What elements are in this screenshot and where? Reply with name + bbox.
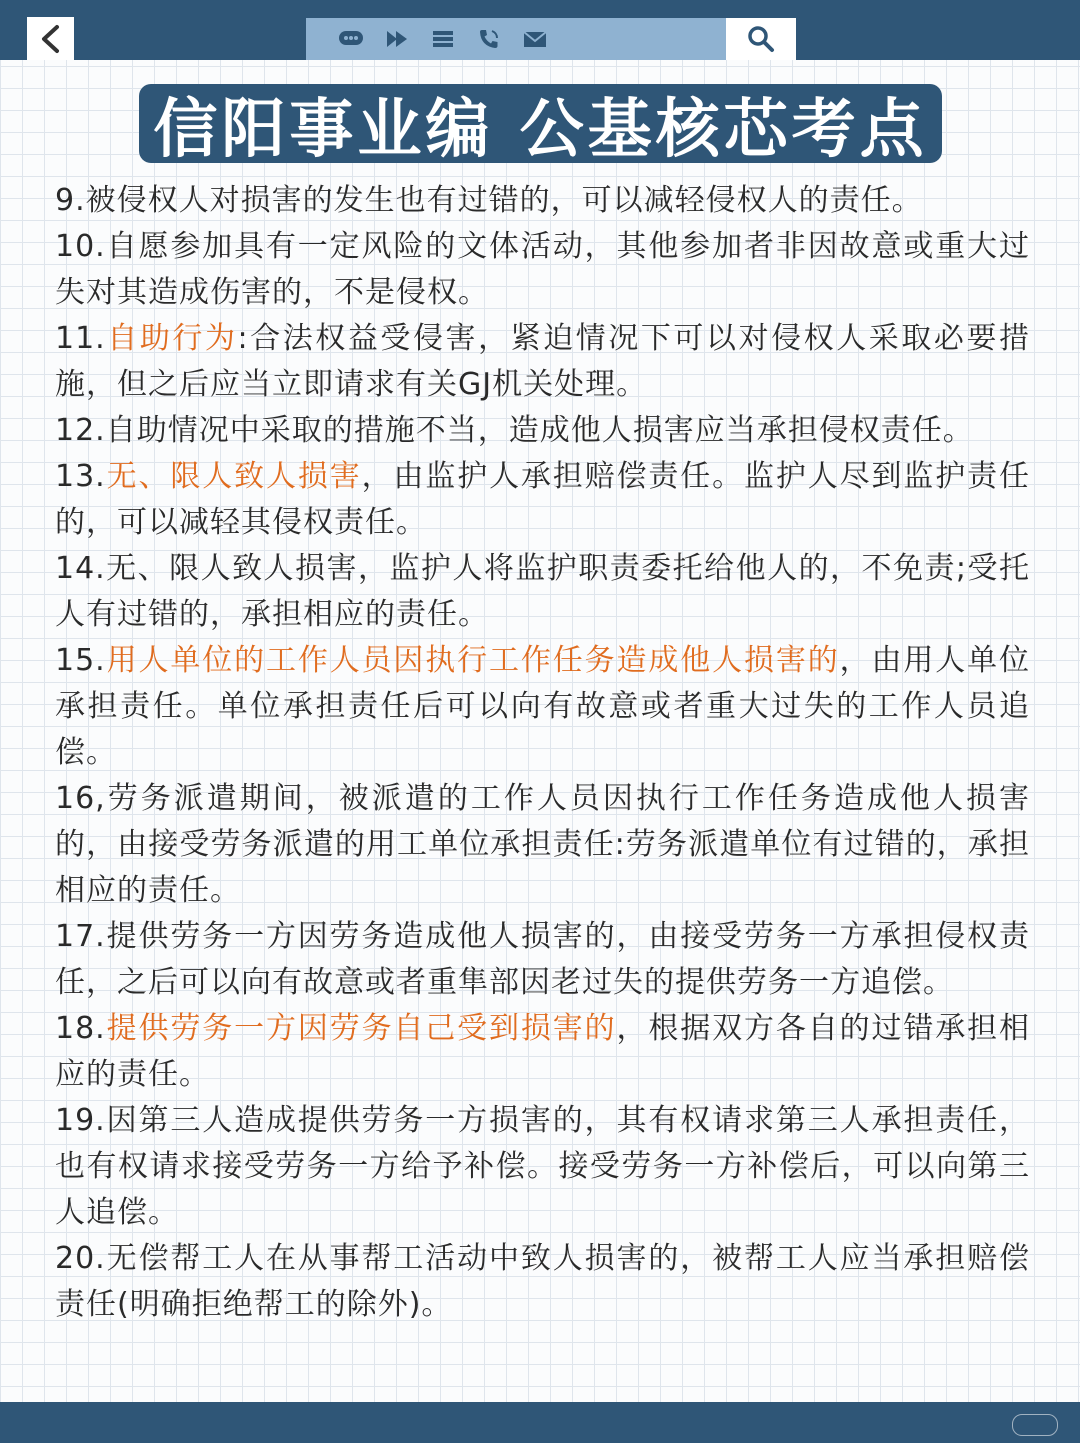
back-button[interactable] [27, 17, 74, 60]
point-text: ，由监护人承担赔偿责任。监护人尽到监护责任的，可以减轻其侵权责任。 [55, 459, 1031, 540]
highlight-text: 用人单位的工作人员因执行工作任务造成他人损害的 [105, 643, 840, 678]
point-text: ，根据双方各自的过错承担相应的责任。 [55, 1011, 1031, 1092]
top-bar [0, 0, 1080, 60]
fast-forward-icon[interactable] [382, 24, 412, 54]
search-button[interactable] [726, 18, 796, 60]
search-icon [747, 25, 775, 53]
watermark-logo [1012, 1414, 1058, 1436]
point-text: 12.自助情况中采取的措施不当，造成他人损害应当承担侵权责任。 [55, 413, 974, 448]
point-text: 19.因第三人造成提供劳务一方损害的，其有权请求第三人承担责任，也有权请求接受劳务一方给予补偿。接受劳务一方补偿后，可以向第三人追偿。 [55, 1103, 1030, 1230]
point-item [55, 776, 1030, 914]
point-text: 18. [55, 1011, 106, 1046]
point-text: 16,劳务派遣期间，被派遣的工作人员因执行工作任务造成他人损害的，由接受劳务派遣的用工单位承担责任:劳务派遣单位有过错的，承担相应的责任。 [55, 781, 1030, 908]
point-item [55, 546, 1030, 638]
phone-icon[interactable] [474, 24, 504, 54]
chat-bubble-icon[interactable] [336, 24, 366, 54]
point-text: 17.提供劳务一方因劳务造成他人损害的，由接受劳务一方承担侵权责任，之后可以向有故意或者重隼部因老过失的提供劳务一方追偿。 [55, 919, 1030, 1000]
point-text: ，由用人单位承担责任。单位承担责任后可以向有故意或者重大过失的工作人员追偿。 [55, 643, 1030, 770]
bottom-bar [0, 1402, 1080, 1443]
highlight-text: 自助行为 [105, 321, 238, 356]
mail-icon[interactable] [520, 24, 550, 54]
title-banner [139, 84, 942, 167]
highlight-text: 提供劳务一方因劳务自己受到损害的 [105, 1011, 617, 1046]
page-title: 信阳事业编 公基核芯考点 [153, 92, 928, 167]
point-item [55, 316, 1030, 408]
point-item [55, 408, 1030, 454]
point-text: 13. [55, 459, 106, 494]
point-item [55, 638, 1030, 776]
point-item [55, 224, 1030, 316]
point-text: 10.自愿参加具有一定风险的文体活动，其他参加者非因故意或重大过失对其造成伤害的，不是侵权。 [55, 229, 1030, 310]
point-item [55, 914, 1030, 1006]
point-text: 14.无、限人致人损害，监护人将监护职责委托给他人的，不免责;受托人有过错的，承担相应的责任。 [55, 551, 1030, 632]
point-text: 20.无偿帮工人在从事帮工活动中致人损害的，被帮工人应当承担赔偿责任(明确拒绝帮工的除外)。 [55, 1241, 1030, 1322]
point-item [55, 1006, 1030, 1098]
point-text: 9.被侵权人对损害的发生也有过错的，可以减轻侵权人的责任。 [55, 183, 923, 218]
point-text: 11. [55, 321, 106, 356]
list-icon[interactable] [428, 24, 458, 54]
point-item [55, 1236, 1030, 1328]
chevron-left-icon [38, 24, 64, 54]
point-item [55, 178, 1030, 224]
highlight-text: 无、限人致人损害 [105, 459, 362, 494]
toolbar [306, 18, 726, 60]
point-text: :合法权益受侵害，紧迫情况下可以对侵权人采取必要措施，但之后应当立即请求有关GJ机关处理。 [55, 321, 1031, 402]
point-item [55, 1098, 1030, 1236]
content-list [55, 178, 1030, 1328]
point-item [55, 454, 1030, 546]
point-text: 15. [55, 643, 106, 678]
